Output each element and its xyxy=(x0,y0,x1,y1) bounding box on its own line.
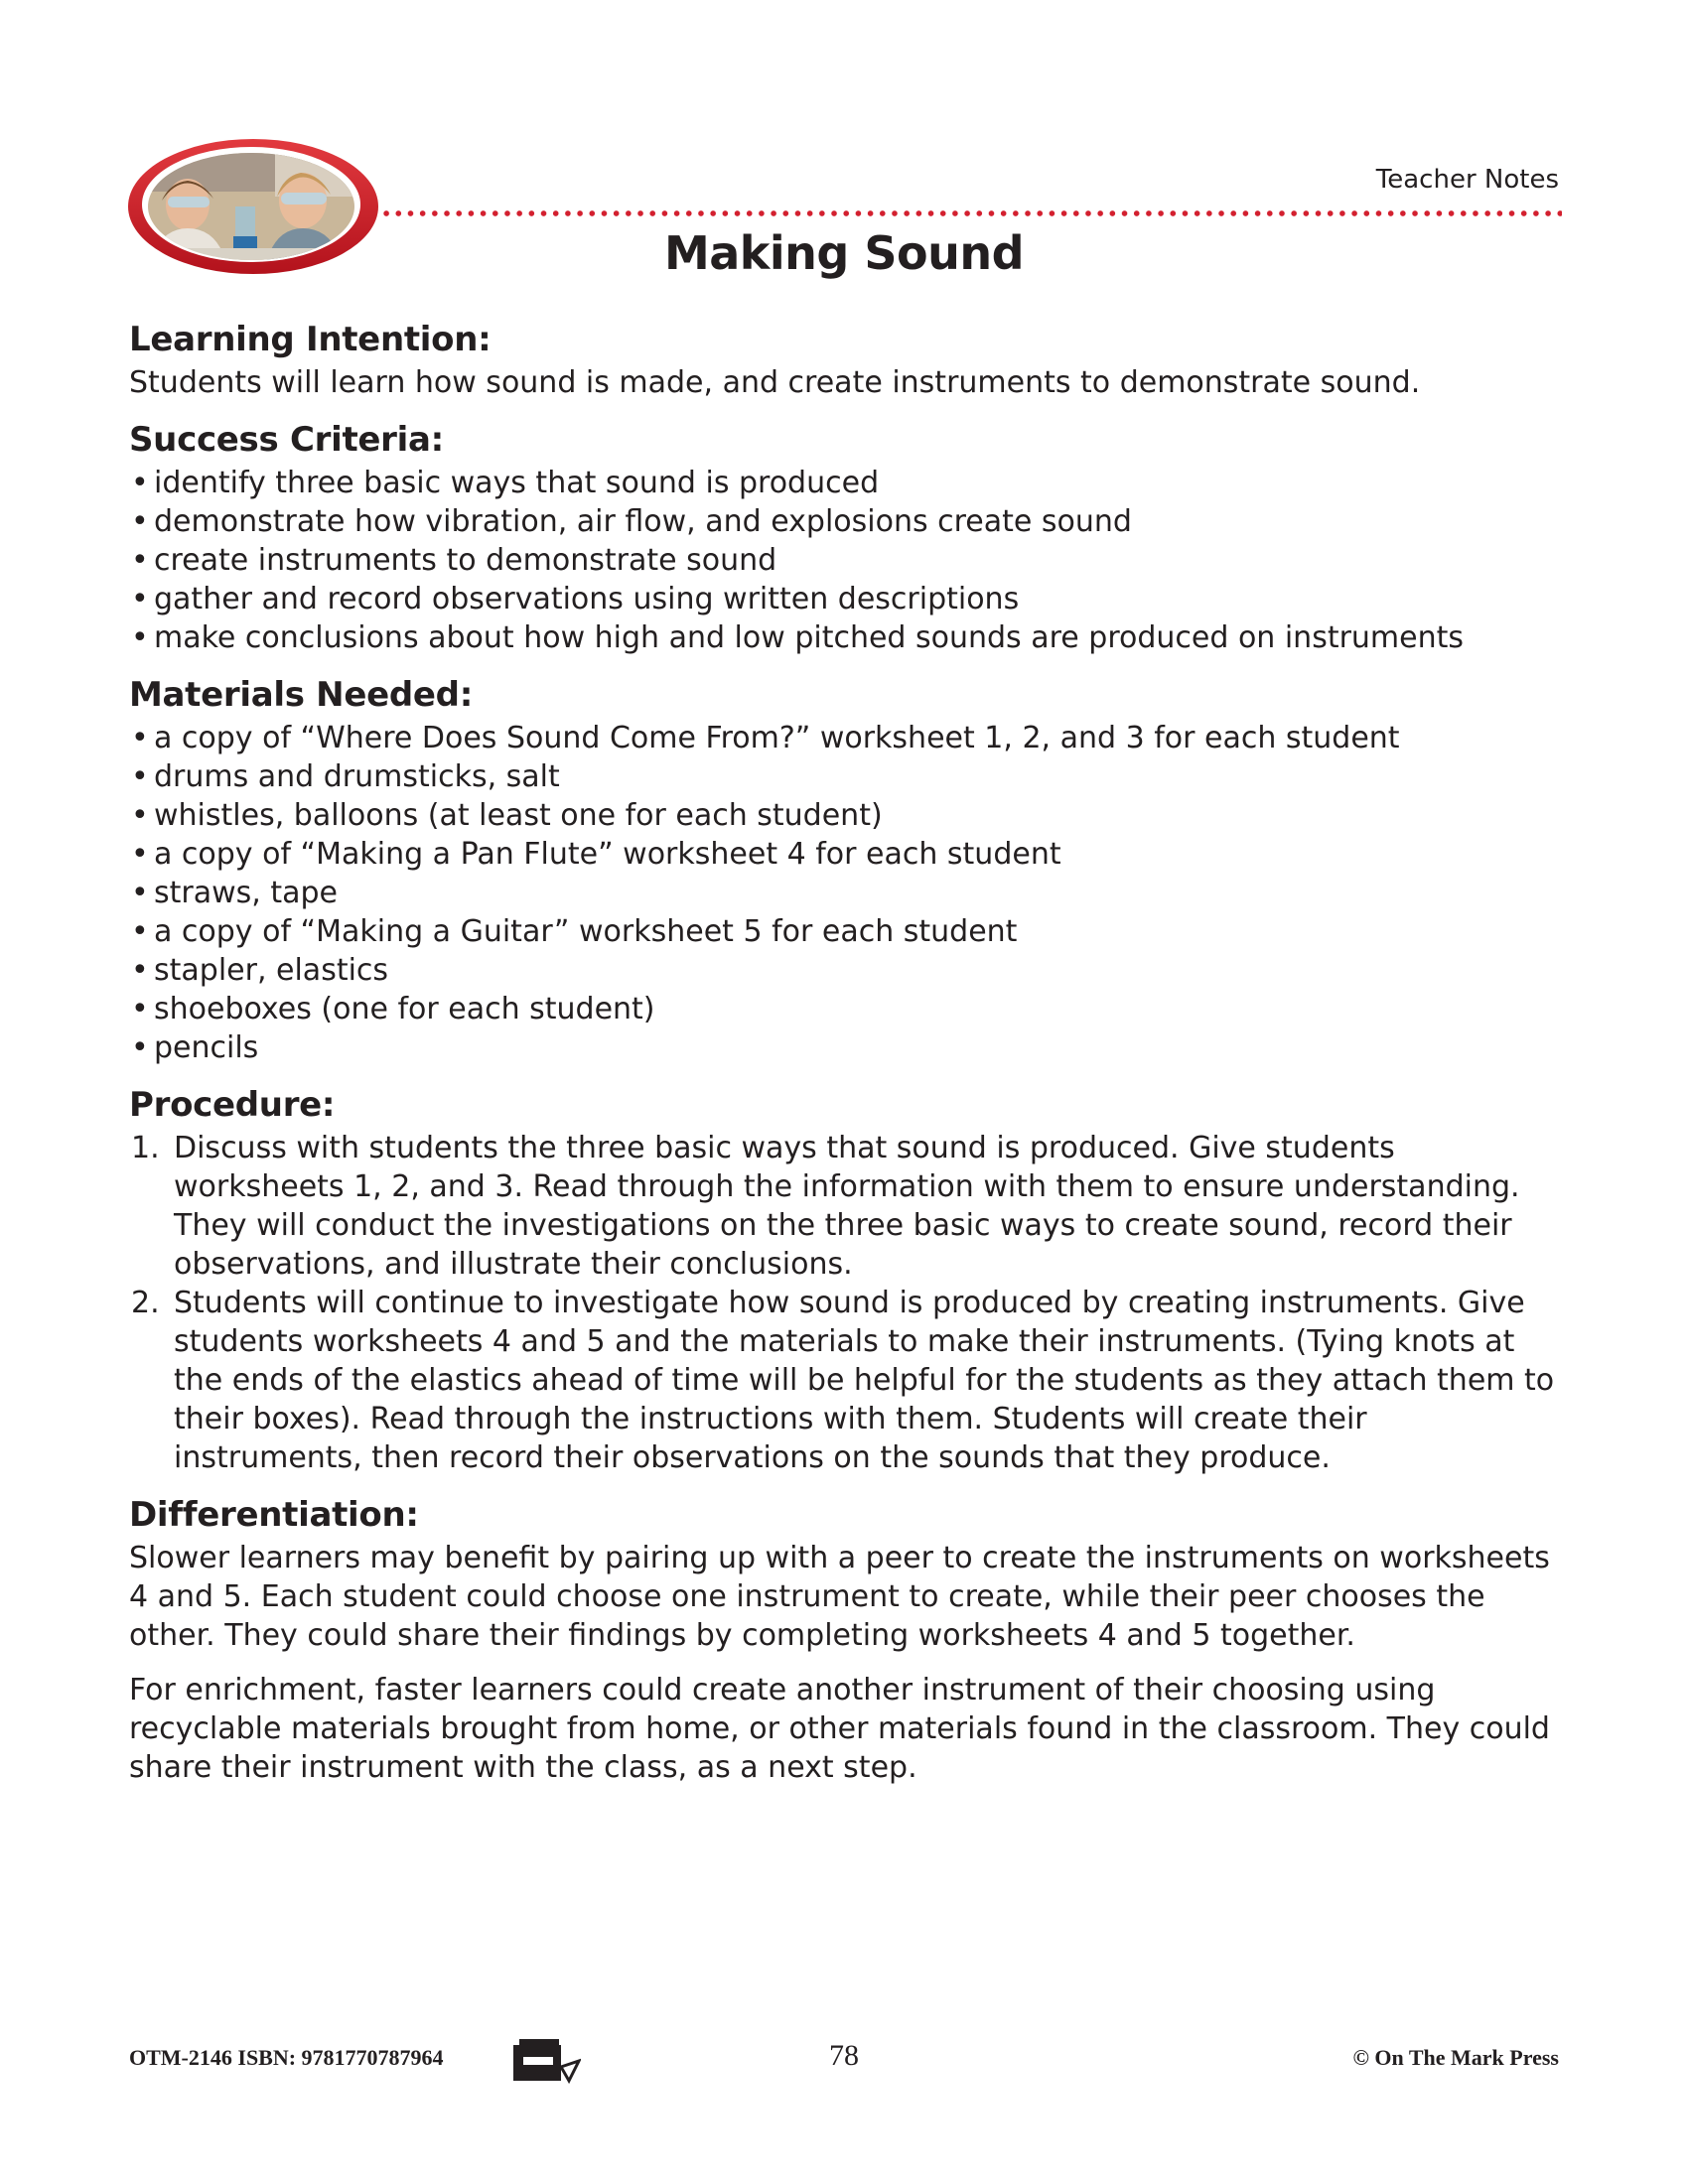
list-item: • create instruments to demonstrate sound xyxy=(131,543,777,578)
copyright-notice: © On The Mark Press xyxy=(1352,2045,1559,2070)
bullet-icon: • xyxy=(131,466,149,500)
learning-intention-text: Students will learn how sound is made, and create instruments to demonstrate sound. xyxy=(129,365,1421,400)
bullet-icon: • xyxy=(131,992,149,1026)
bullet-icon: • xyxy=(131,759,149,794)
differentiation-paragraph: Slower learners may benefit by pairing up with a peer to create the instruments on worksheets 4 and 5. Each student could choose one instrument to create, while their peer chooses the other. They could share their findings by completing worksheets 4 and 5 together. xyxy=(129,1541,1550,1653)
materials-list xyxy=(129,719,1559,1067)
procedure-step: 1. Discuss with students the three basic ways that sound is produced. Give students worksheets 1, 2, and 3. Read through the information with them to ensure understanding. They will conduct the investigations on the three basic ways to create sound, record their observations, and illustrate their conclusions. xyxy=(131,1131,1520,1282)
bullet-icon: • xyxy=(131,914,149,949)
bullet-icon: • xyxy=(131,1030,149,1065)
bullet-icon: • xyxy=(131,721,149,755)
list-item: • stapler, elastics xyxy=(131,953,389,988)
bullet-icon: • xyxy=(131,620,149,655)
success-criteria-heading: Success Criteria: xyxy=(129,420,444,460)
list-item: • a copy of “Making a Pan Flute” worksheet 4 for each student xyxy=(131,837,1061,872)
materials-needed-section xyxy=(129,671,1559,1067)
dotted-divider xyxy=(380,210,1562,216)
learning-intention-section xyxy=(129,316,1559,402)
list-item: • pencils xyxy=(131,1030,259,1065)
bullet-icon: • xyxy=(131,798,149,833)
learning-intention-heading: Learning Intention: xyxy=(129,320,492,359)
list-item: • whistles, balloons (at least one for each student) xyxy=(131,798,883,833)
list-item: • a copy of “Where Does Sound Come From?” worksheet 1, 2, and 3 for each student xyxy=(131,721,1400,755)
list-item: • make conclusions about how high and low pitched sounds are produced on instruments xyxy=(131,620,1465,655)
teacher-notes-label: Teacher Notes xyxy=(1375,165,1559,195)
bullet-icon: • xyxy=(131,876,149,910)
list-item: • drums and drumsticks, salt xyxy=(131,759,560,794)
differentiation-paragraph: For enrichment, faster learners could create another instrument of their choosing using recyclable materials brought from home, or other materials found in the classroom. They could share their instrument with the class, as a next step. xyxy=(129,1673,1550,1785)
list-item: • a copy of “Making a Guitar” worksheet 5 for each student xyxy=(131,914,1018,949)
bullet-icon: • xyxy=(131,837,149,872)
success-criteria-list xyxy=(129,464,1559,657)
list-item: • straws, tape xyxy=(131,876,338,910)
success-criteria-section xyxy=(129,416,1559,657)
isbn-code: OTM-2146 ISBN: 9781770787964 xyxy=(129,2045,444,2070)
bullet-icon: • xyxy=(131,543,149,578)
bullet-icon: • xyxy=(131,582,149,616)
procedure-step: 2. Students will continue to investigate how sound is produced by creating instruments. Give students worksheets 4 and 5 and the materials to make their instruments. (Tying knots at the ends of the elastics ahead of time will be helpful for the students as they attach them to their boxes). Read through the instructions with them. Students will create their instruments, then record their observations on the sounds that they produce. xyxy=(131,1286,1555,1475)
materials-needed-heading: Materials Needed: xyxy=(129,675,473,715)
list-item: • gather and record observations using written descriptions xyxy=(131,582,1020,616)
page-title: Making Sound xyxy=(663,226,1025,280)
bullet-icon: • xyxy=(131,504,149,539)
list-item: • demonstrate how vibration, air flow, and explosions create sound xyxy=(131,504,1132,539)
bullet-icon: • xyxy=(131,953,149,988)
main-content xyxy=(129,316,1559,1801)
procedure-heading: Procedure: xyxy=(129,1085,336,1125)
page-footer xyxy=(129,2037,1559,2087)
page-number: 78 xyxy=(829,2039,859,2072)
procedure-section xyxy=(129,1081,1559,1477)
differentiation-heading: Differentiation: xyxy=(129,1495,419,1535)
list-item: • identify three basic ways that sound is produced xyxy=(131,466,880,500)
differentiation-section xyxy=(129,1491,1559,1787)
procedure-list xyxy=(129,1129,1559,1477)
list-item: • shoeboxes (one for each student) xyxy=(131,992,655,1026)
